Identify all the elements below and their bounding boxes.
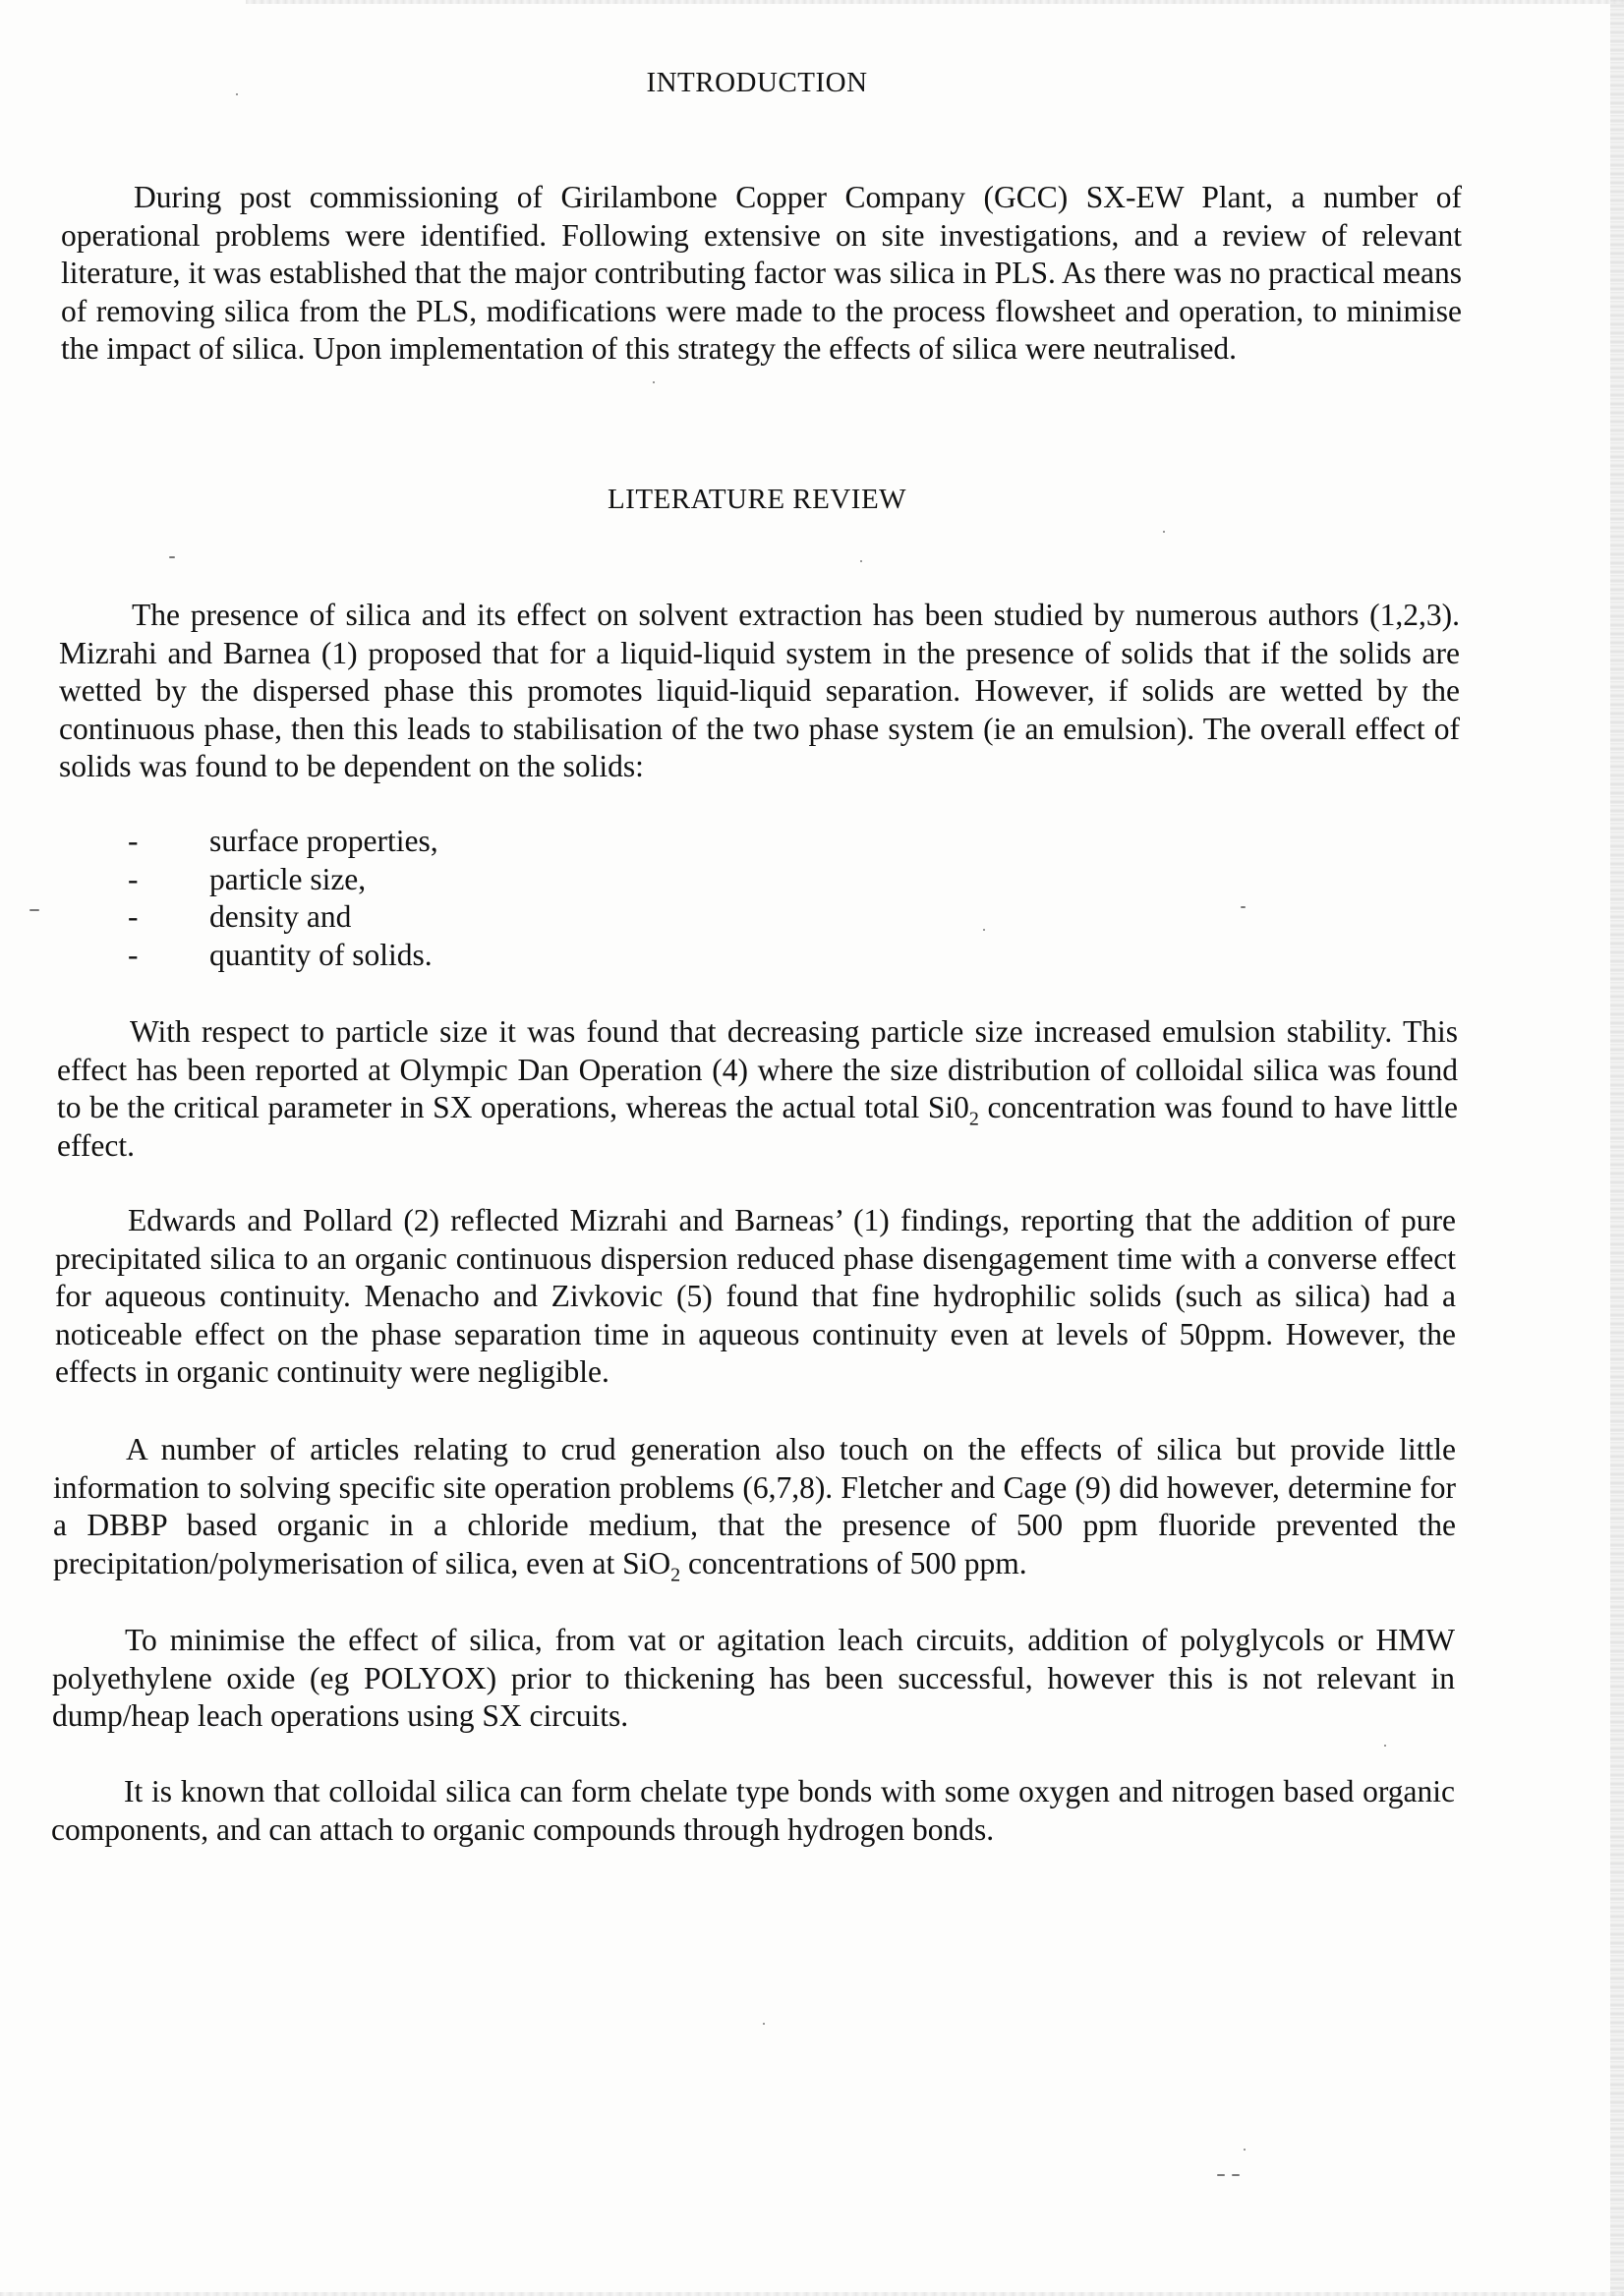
- scan-speck: [169, 556, 175, 558]
- scan-speck: [1241, 906, 1246, 908]
- list-item-text: surface properties,: [209, 824, 438, 858]
- literature-text-4b: concentrations of 500 ppm.: [680, 1545, 1027, 1580]
- scan-speck: [1217, 2174, 1225, 2176]
- section-heading-introduction: INTRODUCTION: [646, 67, 868, 98]
- list-item-text: quantity of solids.: [209, 937, 433, 972]
- list-dash: -: [128, 861, 139, 896]
- literature-text-5: To minimise the effect of silica, from vat or agitation leach circuits, addition of polyglycols or HMW polyethylene oxide (eg POLYOX) prior to thickening has been successful, however this is not relevant in dump/heap leach operations using SX circuits.: [52, 1623, 1455, 1734]
- literature-text-1: The presence of silica and its effect on solvent extraction has been studied by numerous authors (1,2,3). Mizrahi and Barnea (1) proposed that for a liquid-liquid system in the presence of solids that if the solids are wetted by the dispersed phase this promotes liquid-liquid separation. However, if solids are wetted by the continuous phase, then this leads to stabilisation of the two phase system (ie an emulsion). The overall effect of solids was found to be dependent on the solids:: [59, 598, 1460, 784]
- section-heading-literature-review: LITERATURE REVIEW: [607, 484, 907, 515]
- literature-text-4a: A number of articles relating to crud generation also touch on the effects of silica but provide little information to solving specific site operation problems (6,7,8). Fletcher and Cage (9) did however, determine for a DBBP based organic in a chloride medium, that the presence of 500 ppm fluoride prevented the precipitation/polymerisation of silica, even at SiO: [53, 1432, 1456, 1580]
- literature-paragraph-5: [52, 1622, 1455, 1736]
- scan-speck: [983, 929, 985, 931]
- literature-paragraph-2: [57, 1013, 1458, 1165]
- scan-speck: [1384, 1745, 1386, 1747]
- list-item: [128, 861, 438, 899]
- list-item-text: particle size,: [209, 861, 367, 896]
- scan-speck: [1163, 531, 1165, 533]
- literature-text-2b: concentration was found to have little effect.: [57, 1090, 1458, 1163]
- scan-speck: [653, 381, 655, 383]
- literature-paragraph-3: [55, 1202, 1456, 1392]
- scan-speck: [763, 2023, 765, 2025]
- literature-text-3: Edwards and Pollard (2) reflected Mizrahi and Barneas’ (1) findings, reporting that the addition of pure precipitated silica to an organic continuous dispersion reduced phase disengagement time with a converse effect for aqueous continuity. Menacho and Zivkovic (5) found that fine hydrophilic solids (such as silica) had a noticeable effect on the phase separation time in aqueous continuity even at levels of 50ppm. However, the effects in organic continuity were negligible.: [55, 1203, 1456, 1390]
- scan-speck: [1244, 2149, 1246, 2151]
- literature-paragraph-6: [51, 1773, 1455, 1849]
- subscript-2: 2: [670, 1564, 681, 1586]
- list-item: [128, 937, 438, 975]
- list-item: [128, 898, 438, 937]
- list-item-text: density and: [209, 899, 352, 935]
- scan-speck: [860, 560, 862, 562]
- solids-factor-list: [128, 823, 438, 974]
- literature-text-2a: With respect to particle size it was found that decreasing particle size increased emulsion stability. This effect has been reported at Olympic Dan Operation (4) where the size distribution of colloidal silica was found to be the critical parameter in SX operations, whereas the actual total Si0: [57, 1014, 1458, 1125]
- literature-paragraph-4: [53, 1431, 1456, 1586]
- subscript-2: 2: [968, 1108, 979, 1130]
- list-dash: -: [128, 824, 139, 858]
- list-dash: -: [128, 937, 139, 972]
- intro-text: During post commissioning of Girilambone Copper Company (GCC) SX-EW Plant, a number of operational problems were identified. Following extensive on site investigations, and a review of relevant literature, it was established that the major contributing factor was silica in PLS. As there was no practical means of removing silica from the PLS, modifications were made to the process flowsheet and operation, to minimise the impact of silica. Upon implementation of this strategy the effects of silica were neutralised.: [61, 180, 1462, 367]
- intro-paragraph: [61, 179, 1462, 369]
- list-dash: -: [128, 899, 139, 935]
- literature-text-6: It is known that colloidal silica can form chelate type bonds with some oxygen and nitrogen based organic components, and can attach to organic compounds through hydrogen bonds.: [51, 1774, 1455, 1847]
- scan-speck: [1232, 2174, 1240, 2176]
- literature-paragraph-1: [59, 597, 1460, 786]
- scan-edge-bottom: [0, 2292, 1624, 2296]
- list-item: [128, 823, 438, 861]
- scan-speck: [29, 909, 39, 911]
- scan-edge-right: [1610, 0, 1624, 2296]
- scan-edge-top: [246, 0, 1624, 4]
